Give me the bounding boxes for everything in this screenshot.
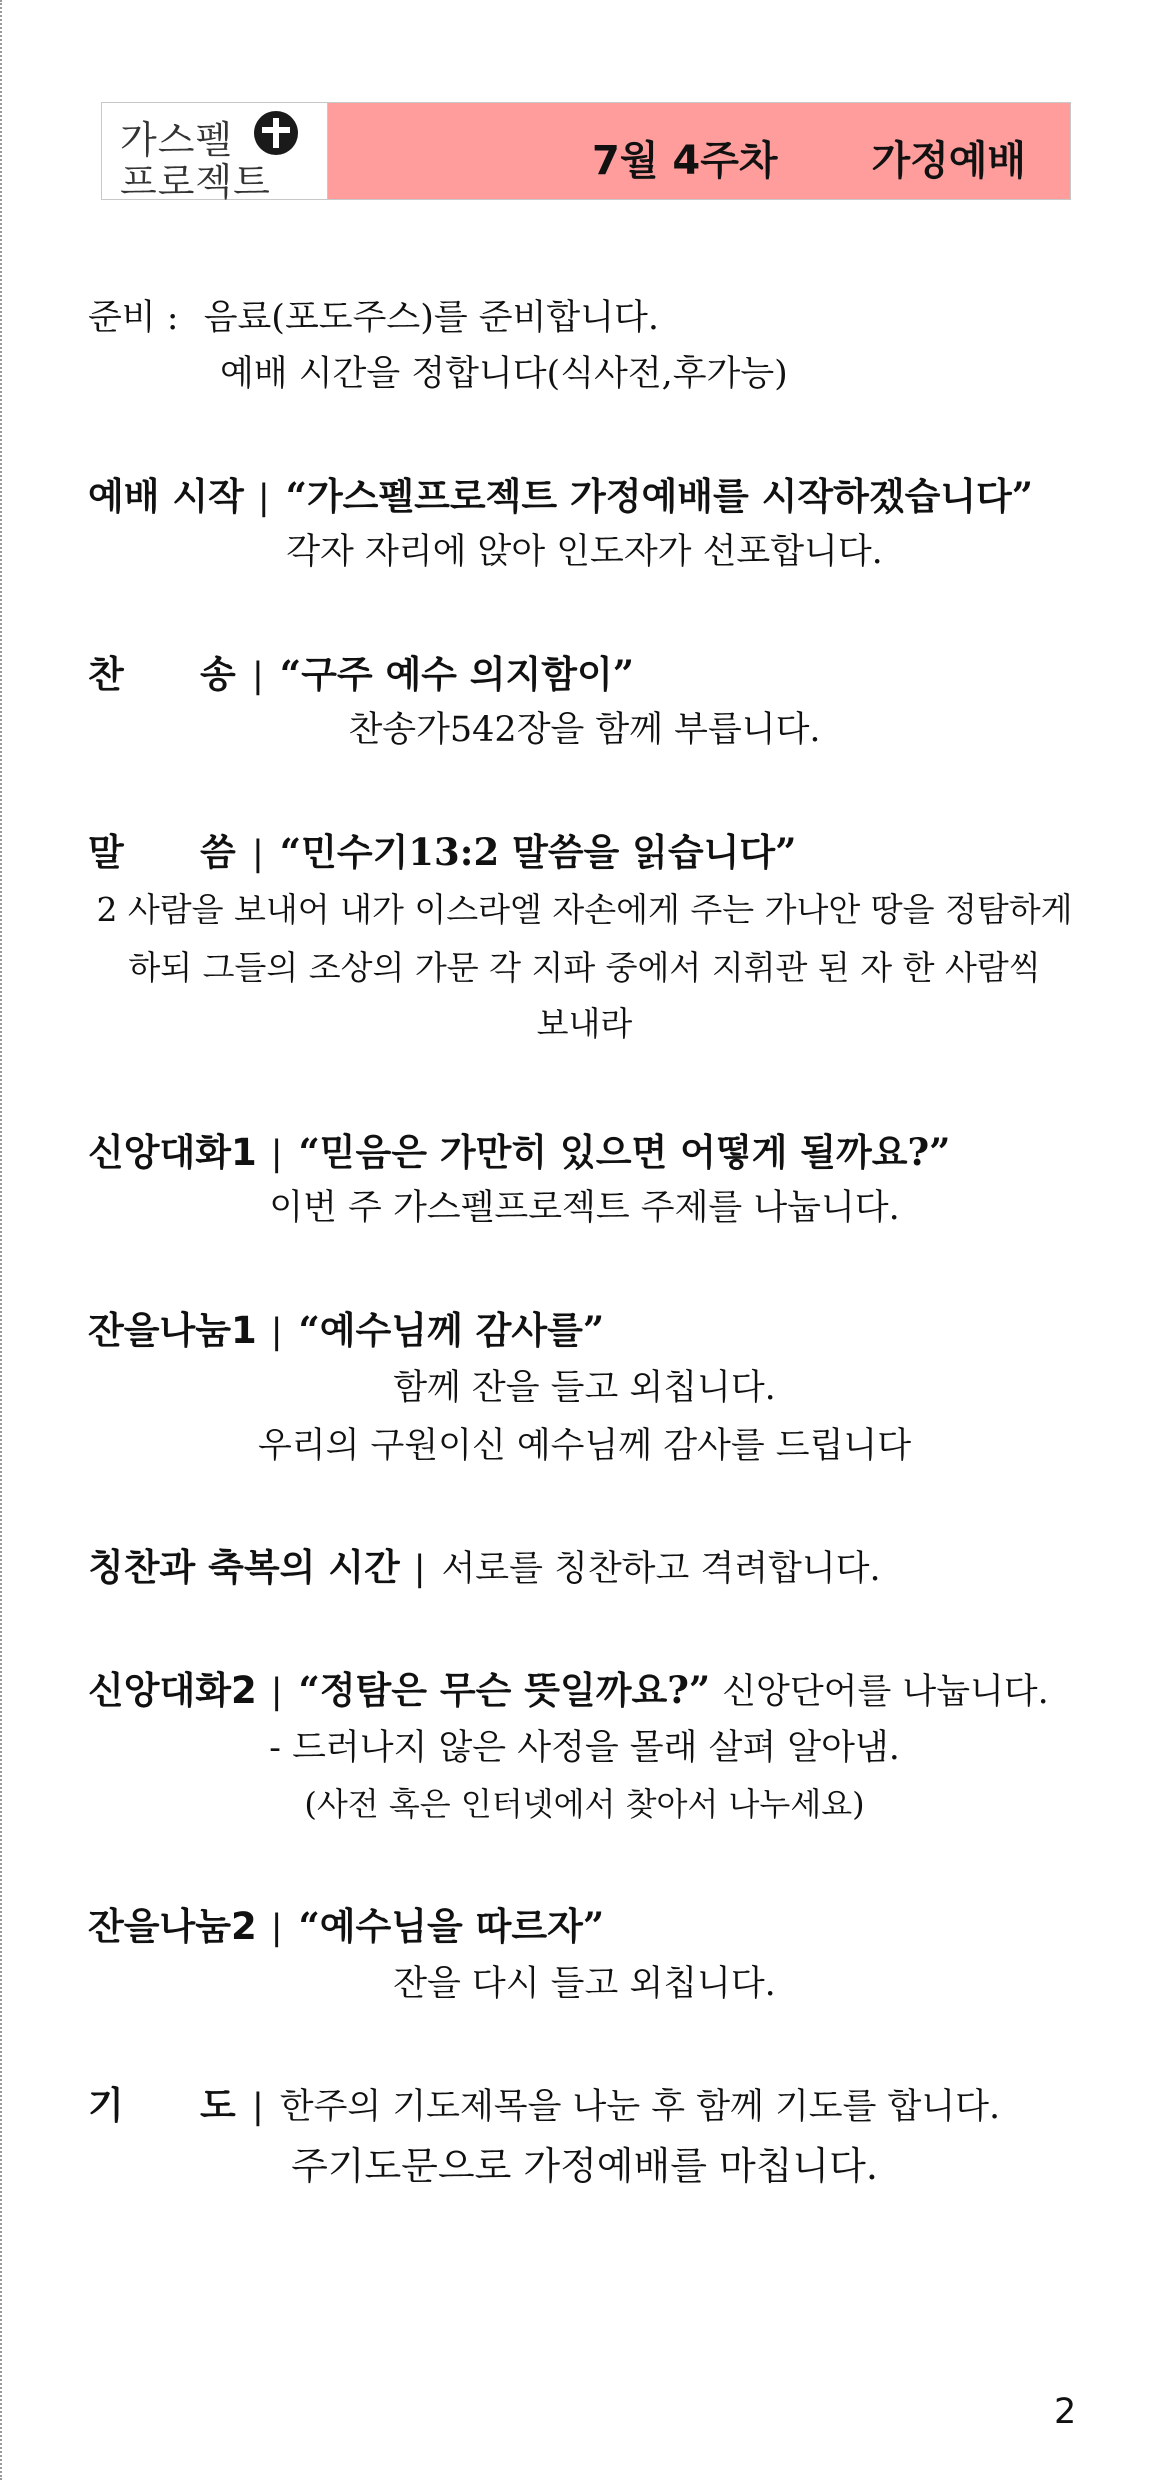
talk1-desc-text: 이번 주 가스펠프로젝트 주제를 나눕니다. — [269, 1188, 900, 1228]
separator: | — [270, 1134, 283, 1174]
talk2-definition — [0, 1726, 1169, 1770]
separator: | — [413, 1549, 426, 1589]
cup1-desc1 — [0, 1366, 1169, 1410]
cup1-desc2-text: 우리의 구원이신 예수님께 감사를 드립니다 — [257, 1426, 912, 1466]
hymn-label: 찬 송 — [88, 653, 236, 696]
talk1-label: 신앙대화1 — [88, 1131, 257, 1174]
header-title-bar — [328, 103, 1070, 199]
praise-label: 칭찬과 축복의 시간 — [88, 1546, 400, 1589]
start-label: 예배 시작 — [88, 475, 244, 518]
prayer-label: 기 도 — [88, 2084, 236, 2127]
cup1-label: 잔을나눔1 — [88, 1309, 257, 1352]
separator: | — [270, 1908, 283, 1948]
talk1-quote: “믿음은 가만히 있으면 어떻게 될까요?” — [298, 1130, 951, 1174]
verse-line3 — [0, 1002, 1169, 1046]
talk1-heading — [88, 1130, 1148, 1176]
cup1-quote: “예수님께 감사를” — [298, 1308, 605, 1352]
logo-text-line2: 프로젝트 — [120, 160, 271, 204]
logo-text-line1: 가스펠 — [120, 118, 234, 162]
talk2-hint-text: (사전 혹은 인터넷에서 찾아서 나누세요) — [304, 1785, 865, 1823]
separator: | — [270, 1312, 283, 1352]
hymn-quote: “구주 예수 의지함이” — [279, 652, 635, 696]
page-title: 가정예배 — [871, 138, 1026, 184]
start-desc-text: 각자 자리에 앉아 인도자가 선포합니다. — [286, 532, 883, 572]
hymn-heading — [88, 652, 1148, 698]
talk2-label: 신앙대화2 — [88, 1669, 257, 1712]
week-label: 7월 4주차 — [592, 138, 778, 184]
cup2-quote: “예수님을 따르자” — [298, 1904, 605, 1948]
verse-text1: 2 사람을 보내어 내가 이스라엘 자손에게 주는 가나안 땅을 정탐하게 — [96, 890, 1073, 929]
cup2-heading — [88, 1904, 1148, 1950]
prep-text1: 음료(포도주스)를 준비합니다. — [203, 298, 659, 338]
word-label: 말 씀 — [88, 831, 236, 874]
cross-icon — [254, 111, 298, 155]
separator: | — [252, 2087, 264, 2127]
prayer-closing-text: 주기도문으로 가정예배를 마칩니다. — [291, 2144, 878, 2188]
talk2-hint — [0, 1782, 1169, 1826]
start-quote: “가스펠프로젝트 가정예배를 시작하겠습니다” — [285, 474, 1034, 518]
cup1-desc2 — [0, 1424, 1169, 1468]
header-banner — [101, 102, 1071, 204]
gospel-project-logo — [102, 103, 328, 204]
hymn-desc-text: 찬송가542장을 함께 부릅니다. — [348, 710, 821, 750]
talk1-desc — [0, 1186, 1169, 1230]
separator: | — [252, 834, 264, 874]
praise-heading — [88, 1546, 1148, 1591]
page-number: 2 — [1054, 2392, 1077, 2432]
talk2-quote: “정탐은 무슨 뜻일까요?” — [298, 1668, 711, 1712]
praise-desc: 서로를 칭찬하고 격려합니다. — [441, 1549, 881, 1589]
word-heading — [88, 830, 1148, 876]
talk2-heading — [88, 1668, 1148, 1714]
talk2-tail: 신앙단어를 나눕니다. — [722, 1672, 1049, 1712]
cup1-desc1-text: 함께 잔을 들고 외칩니다. — [393, 1368, 776, 1408]
prayer-closing — [0, 2144, 1169, 2188]
prep-label: 준비 : — [88, 298, 179, 338]
cup2-desc — [0, 1962, 1169, 2006]
cup2-desc-text: 잔을 다시 들고 외칩니다. — [393, 1964, 776, 2004]
verse-line2 — [0, 946, 1169, 990]
start-desc — [0, 530, 1169, 574]
separator: | — [257, 478, 270, 518]
separator: | — [252, 656, 264, 696]
cup2-label: 잔을나눔2 — [88, 1905, 257, 1948]
word-quote: “민수기13:2 말씀을 읽습니다” — [279, 830, 797, 874]
prayer-desc: 한주의 기도제목을 나눈 후 함께 기도를 합니다. — [279, 2087, 1001, 2127]
talk2-def-text: - 드러나지 않은 사정을 몰래 살펴 알아냄. — [269, 1728, 900, 1768]
page-left-dotted-border — [0, 0, 2, 2480]
verse-line1 — [0, 888, 1169, 932]
cup1-heading — [88, 1308, 1148, 1354]
hymn-desc — [0, 708, 1169, 752]
start-heading — [88, 474, 1148, 520]
prep-line2 — [220, 352, 1120, 396]
separator: | — [270, 1672, 283, 1712]
prep-line1 — [88, 296, 1088, 340]
verse-text3: 보내라 — [536, 1004, 633, 1043]
prep-text2: 예배 시간을 정합니다(식사전,후가능) — [220, 354, 788, 394]
verse-text2: 하되 그들의 조상의 가문 각 지파 중에서 지휘관 된 자 한 사람씩 — [128, 948, 1041, 987]
prayer-heading — [88, 2084, 1148, 2129]
